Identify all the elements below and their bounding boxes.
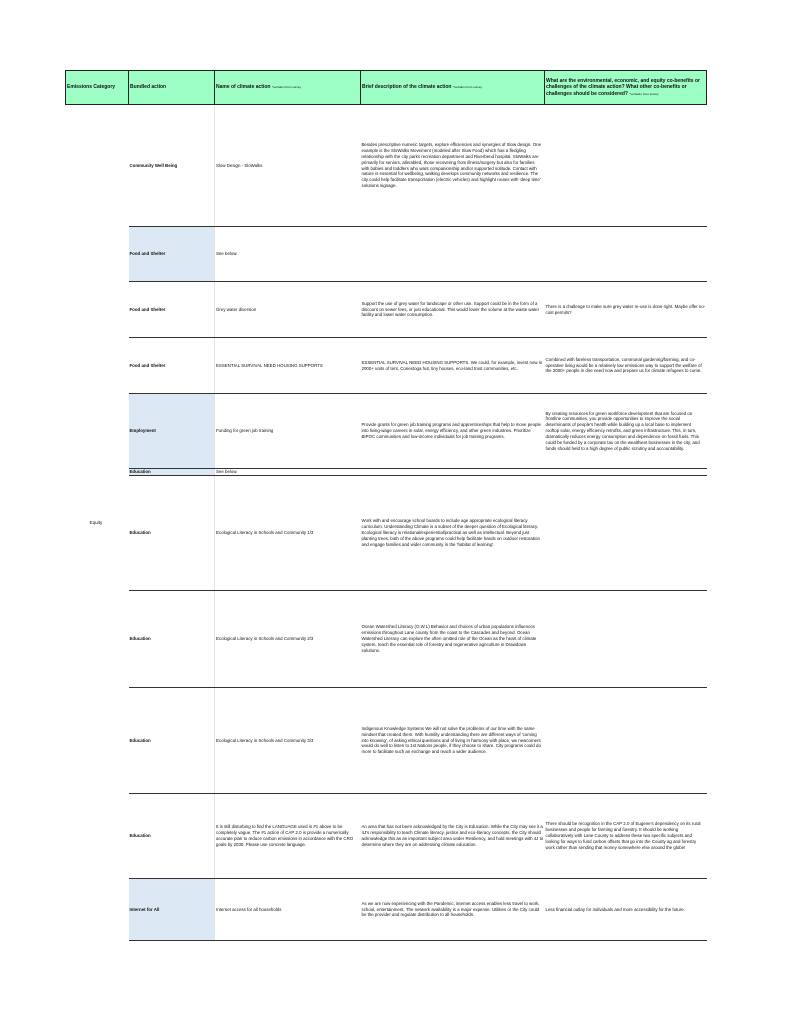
action-co-benefits: [545, 688, 707, 794]
table-row: [66, 338, 707, 394]
action-name: ESSENTIAL SURVIVAL NEED HOUSING SUPPORTS: [215, 338, 361, 394]
header-bundled-action: Bundled action: [129, 71, 215, 105]
header-row: [66, 71, 707, 105]
action-name: Ecological Literacy in Schools and Community 2/3: [215, 591, 361, 688]
action-description: An area that has not been acknowledged by the City is Education. While the City may see it a 4J's responsibility to teach Climate literacy, justice and eco-literacy concepts, the City should acknowledge this as an important subject area under Resiliency, and hold meetings with 4J to determine where they are on addressing climate education.: [361, 794, 545, 879]
action-description: ESSENTIAL SURVIVAL NEED HOUSING SUPPORTS. We could, for example, invest now in 2000+ units of tent, Conestoga hut, tiny houses, eco-land trust communities, etc.: [361, 338, 545, 394]
bundled-action: Community Well Being: [129, 105, 215, 227]
bundled-action: Education: [129, 794, 215, 879]
table-row: [66, 794, 707, 879]
bundled-action: Internet for All: [129, 879, 215, 941]
action-name: Funding for green job training: [215, 394, 361, 469]
action-co-benefits: Combined with fareless transportation, communal gardening/farming, and co-operative living would be a relatively low emissions way to support the welfare of the 2000+ people in dire need now and prepare us for climate refugees to come.: [545, 338, 707, 394]
bundled-action: Employment: [129, 394, 215, 469]
header-name-text: Name of climate action: [216, 84, 271, 91]
action-name: Ecological Literacy in Schools and Community 1/3: [215, 476, 361, 591]
header-emissions-category: Emissions Category: [66, 71, 129, 105]
action-co-benefits: [545, 591, 707, 688]
action-name: See below.: [215, 227, 361, 282]
action-name: Internet access for all households: [215, 879, 361, 941]
action-co-benefits: Less financial outlay for individuals and more accessibility for the future.: [545, 879, 707, 941]
action-description: [361, 227, 545, 282]
table-row: [66, 105, 707, 227]
bundled-action: Education: [129, 476, 215, 591]
action-description: Support the use of grey water for landscape or other use. Support could be in the form of a discount on sewer fees, or just educational. This would lower the volume at the waste water facility and lower water consumption.: [361, 282, 545, 338]
verbatim-note: *verbatim from survey: [629, 91, 659, 96]
action-name: It is still disturbing to find the LANGUAGE used in #1 above to be completely vague. The #1 action of CAP 2.0 is provide a numerically accurate plan to reduce carbon emissions in accordance with the CRO goals by 2030. Please use concrete language.: [215, 794, 361, 879]
table-row: [66, 469, 707, 476]
action-name: Ecological Literacy in Schools and Community 3/3: [215, 688, 361, 794]
header-description-text: Brief description of the climate action: [362, 84, 452, 91]
verbatim-note: *verbatim from survey: [271, 85, 302, 90]
header-description: [361, 71, 545, 105]
action-description: Indigenous Knowledge Systems We will not solve the problems of our time with the same mindset that created them. With humility understanding there are different ways of 'coming into knowing', of asking ethical questions and of living in harmony with place, we newcomers would do well to listen to 1st Nations people, if they choose to share. City programs could do more to facilitate such an exchange and reach a wider audience.: [361, 688, 545, 794]
table-row: [66, 879, 707, 941]
bundled-action: Education: [129, 469, 215, 476]
action-co-benefits: There should be recognition in the CAP 2.0 of Eugene's dependency on its rural businesses and people for farming and forestry. It should be working collaboratively with Lane County to address these two specific subjects and looking for ways to fund carbon offsets that go into the County ag and forestry work rather than sending that money somewhere else around the globe!: [545, 794, 707, 879]
bundled-action: Education: [129, 688, 215, 794]
table-row: [66, 591, 707, 688]
bundled-action: Education: [129, 591, 215, 688]
table-row: [66, 476, 707, 591]
bundled-action: Food and Shelter: [129, 282, 215, 338]
climate-actions-table: [65, 70, 707, 941]
header-co-benefits-text: What are the environmental, economic, and equity co-benefits or challenges of the climate action? What other co-benefits or challenges should be considered?: [546, 78, 700, 97]
table-row: [66, 282, 707, 338]
action-co-benefits: There is a challenge to make sure grey water re-use is done right. Maybe offer no-cost permits?: [545, 282, 707, 338]
action-description: Work with and encourage school boards to include age appropriate ecological literacy curriculum. Understanding Climate is a subset of the deeper question of Ecological literacy. Ecological literacy is relational/experiential/practical as well as intellectual. Beyond just planting trees, both of the above programs could help facilitate hands on outdoor restoration and engage families and wider community in the 'habitat of learning'.: [361, 476, 545, 591]
verbatim-note: *verbatim from survey: [452, 85, 483, 90]
header-co-benefits: [545, 71, 707, 105]
action-co-benefits: [545, 227, 707, 282]
action-description: Ocean Watershed Literacy (O.W.L) Behavior and choices of urban populations influences emissions throughout Lane county from the coast to the Cascades and beyond. Ocean Watershed Literacy can explore the often omitted role of the Ocean as the heart of climate system, teach the essential role of forestry and regenerative agriculture in Drawdown solutions.: [361, 591, 545, 688]
action-description: Provide grants for green job training programs and apprenticeships that help to move people into living-wage careers in solar, energy efficiency, and other green industries. Prioritize BIPOC communities and low-income individuals for job training programs.: [361, 394, 545, 469]
emissions-category-equity: Equity: [89, 519, 103, 525]
table-row: [66, 394, 707, 469]
action-name: Grey water diversion: [215, 282, 361, 338]
table-row: [66, 227, 707, 282]
action-co-benefits: By creating resources for green workforce development that are focused on frontline communities, you provide opportunities to improve the social determinants of people's health while building up a local base to implement rooftop solar, energy efficiency retrofits, and green infrastructure. This, in turn, dramatically reduces energy consumption and dependence on fossil fuels. This could be funded by a corporate tax on the wealthiest businesses in the city, and funds should held to a high degree of public scrutiny and accountability.: [545, 394, 707, 469]
action-description: Besides prescriptive numeric targets, explore efficiencies and synergies of Slow design. One example is the SloWalks Movement (modeled after Slow Food) which has a fledgling relationship with the city parks recreation department and Riverbend hospital. SloWalks are primarily for seniors, allerabled, those recovering from illness/surgery but also for families with babies and toddlers who want companionship and/or supported solitude. Contact with nature is essential for wellbeing, walking develops community networks and resilience. The city could help facilitate transportation (electric vehicles) and highlight routes with 'deep time' solutions signage.: [361, 105, 545, 227]
action-co-benefits: [545, 476, 707, 591]
action-description: As we are now experiencing with the Pandemic, internet access enables less travel to work, school, entertainment. The network availability is a major expense. Utilities or the City could be the provider and regulate distribution to all households.: [361, 879, 545, 941]
action-co-benefits: [545, 469, 707, 476]
action-name: See below.: [215, 469, 361, 476]
header-name-of-action: [215, 71, 361, 105]
bundled-action: Food and Shelter: [129, 227, 215, 282]
bundled-action: Food and Shelter: [129, 338, 215, 394]
action-co-benefits: [545, 105, 707, 227]
table-row: [66, 688, 707, 794]
action-name: Slow Design - SloWalks: [215, 105, 361, 227]
action-description: [361, 469, 545, 476]
